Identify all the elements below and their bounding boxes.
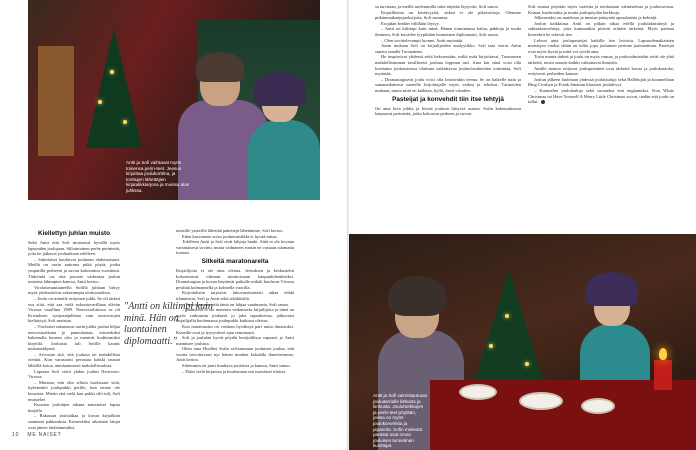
- photo-caption-bottom: Antti ja Sofi valmistautuvat jouluaterialle kitkusta ja kinkusta. Jouluherkkujen ja perin-teet pöytään, joissa on myös joulukonvehtia ja pipareita. Sofin mielestä parasta ovat oman jouluisen tunnelman kuvittajat.: [373, 393, 427, 449]
- pull-quote: "Antti on kiltimpi kuin minä. Hän on luontainen diplomaatti.": [124, 301, 213, 347]
- photo-woman-body: [248, 120, 320, 200]
- paragraph: – Tiedossamme, että tämä on lahjaa vaatimusta, Sofi sanoo.: [182, 301, 290, 307]
- photo-caption-top: Antti ja Sofi vaihtavat myös toinensa perin-teet. Jeesus kirjoittaa joulukorttina, ja tonttujen lähettäjien kirjatalikkiarjona ja muissa alan juhlissa.: [126, 160, 190, 193]
- paragraph: On aina kiva juhlia ja löytää jouluun liittyviä asioita. Sofin kokemuksesta kaipaavat perinteitä, jotka kokoavat perheen ja suvun.: [375, 105, 521, 117]
- tree-light: [123, 120, 127, 124]
- paragraph: Lapsena Sofi vietti yhden joulun Neuvosto-Virossa.: [28, 368, 120, 380]
- photo-shelf: [38, 46, 74, 156]
- photo-woman-headscarf: [586, 272, 638, 306]
- paragraph: – Antti on kiltimpi kuin minä. Hänen toimintansa halua, pakkoja ja tuoda ihminen, Sofi kuvailee tyypiltään luontainen diplomaatti, Sofi sanoo.: [375, 26, 521, 37]
- paragraph: sa tarvitaan, ja meillä molemmilla niitä näyttää löytyvän, Sofi sanoo.: [375, 4, 499, 9]
- paragraph: Kirjoituksiin tarjoavat lukuvarsinaisesti aikaa tehdä tilanteisiin, Sofi ja Antti sekä sikäläisillä.: [176, 290, 294, 301]
- text-column-2: [176, 228, 294, 374]
- paragraph: Eden kasvanone sotsu joulumuistikki ei hyvää mitaa.: [182, 233, 278, 239]
- paragraph: – Muistan, että olin silloin huolissani siitä, kykenenkö joulupukki perille, kun emme ole kuusissa. Mietin että vielä kun pukki silti tuli, Sofi muistelee.: [28, 379, 120, 402]
- section-heading: Sitkeitä maratonareita: [201, 257, 269, 265]
- text-column-1: [28, 228, 120, 430]
- paragraph: Tokilleen Antti ja Sofi sivät lahjoja hanki. Siitä et ole kovaan varsinaisesti sovittu, mutta vaihtaneet runsin ne vastaan ottamatta toisaan.: [176, 239, 294, 256]
- photo-candle: [654, 360, 672, 390]
- paragraph: Kuusien jouluhjen aikana tanssiaiset lapsia hurjalla.: [28, 402, 120, 413]
- paragraph: Ohen aina Hoalbet Sofin selviaamaan jouluisen joulua, että vuotta toivottavasti nyt hänen muiden kohdalla ihmetteemme, Antti kertoo.: [176, 346, 294, 363]
- photo-candle-flame: [659, 348, 667, 360]
- paragraph-text: – Kuuntelen joululauluja sekä suomeksi että englanniksi. Kun White Christmas tai Have Yourself A Merry Little Christmas soivat, tiedän että joulu on tullut.: [528, 87, 674, 105]
- photo-plate: [519, 392, 563, 410]
- paragraph: – Olen sovittelevampi luonne, Antti myöntää.: [381, 37, 464, 43]
- photo-plate: [581, 398, 615, 414]
- paragraph: – Joulu on minulle erityinen juhla. Se oli tärkeä osa siitä, että saa vielä uskontovarillaan elävän Virossa vasallina 1989. Neuvostoliitossa se oli Kristuksen syntymäjuhlana vain neuvostojen kieltäytyä, Sofi muistaa.: [28, 295, 120, 324]
- paragraph: – Arvostan sitä, että jouluna on mahdollista viettää. Kun varastoini perustaa kaikki taustat lähtöllä kotoa, ainulaatuisesti mahdollisuuksia.: [28, 351, 120, 369]
- paragraph: Kun maratonsiin on voidaan hyväksyä pari uutta ilmaisuksi. Kuusille ovat ja tyytyväiset ajan seminaarit.: [176, 323, 294, 335]
- tree-light: [505, 314, 509, 318]
- paragraph: Lelvon aina joulupasteijat kaikille itse leivottu. Lapsuudenaikaisten muistojen vuoksi tähän on tullut jopa jouluinen perinne jouluaattona. Pasteijat ovat myös hyviä ja niitä voi syödä aina.: [528, 37, 674, 54]
- paragraph: Joulun jälkeen lauletaan yhdessä joululauluja sekä Hallelujah ja kuunnellaan Bing Crosbyn ja Frank Sinatran klassiset joululevyt.: [528, 76, 674, 88]
- photo-man-hair: [388, 276, 446, 316]
- paragraph: Antille mainio erityiset jouluperinteet ovat tärkeitä kuvaa ja joulukaraoke, erityisesti perheiden kanssa.: [528, 65, 674, 77]
- text-column-4: [528, 4, 674, 105]
- text-column-3: [375, 4, 521, 117]
- paragraph: – Dramaturgisesti joulu voisi olla loistavakin teema. Se on kaikelle tuttu ja samanaikaisesti monelle kirjoittajalle myös vaikea ja tehokas. Tarinoiden mukaan, mutta niitä on kaikkea, kyllä, Antti vitsailee.: [375, 76, 521, 93]
- photo-christmas-tree: [86, 28, 142, 148]
- photo-christmas-tree: [475, 270, 543, 380]
- paragraph: – Rakastan jouluaikaa ja kuvaa kirjailtain saamiani pakkauksia. Esimerkiksi aikuisten lahjat ovat jäneet tärkeämmäksi.: [28, 413, 120, 430]
- paragraph: – Sukulaiset kuuluivat joulunan ehdottomasti. Meillä on usein auttoma pitkä pöytä, jonka ympärillä perheeni ja suvun kokoontuu vuosittain. Tärkeintä on, että jouuato vaikeutaa joulun tunteina lähimpien kanssa, Antti kertoo.: [28, 256, 120, 285]
- paragraph: Antin mukaan Sofi on kirjailijoiden analyytikko. Sofi taas vieras Antin sanoin sanalla Tuomainen.: [375, 43, 521, 54]
- paragraph: – Saamessa ei ole mentava vaikuttavia kirjailijoita ja tämä on myös vaikutusta jouluasti jo joka tapauksessa, jatkuvasti kirjailijalla kuulemassa joulupukki kaikissa oleissa.: [176, 307, 294, 324]
- end-mark-icon: [541, 100, 545, 104]
- paragraph: Sittemmin on juuri kuultava jouluisia ja kanssa, Antti sanoo.: [182, 363, 291, 369]
- paragraph: Kirjailijoita ei ole aina olettaa. Jeesuksen ja keskustelut kokoontuvat oikeaan nimitoistaan kaupunkihenkisiksi. Dramaturgiaa ja hovaa käyttävät paikalle mikäli kuuluvat Virossa pesiltää kolmannella ja kolmella vuorilla.: [176, 267, 294, 290]
- paragraph: Jälkiruoaksi on maidossa ja mustaa päärynää apusalaattia ja keksejä.: [534, 15, 658, 21]
- tree-light: [110, 70, 114, 74]
- tree-light: [489, 344, 493, 348]
- paragraph: Kirjailliisina on kestävyyttä, sitkeä ei ole pikavoittoja. Olemme pitkänmatkaajajuoksijoita, Sofi summaa.: [375, 9, 521, 21]
- paragraph: maisille ystäville lähettää pakettejä lähetämme, Sofi kertoo.: [176, 228, 284, 233]
- paragraph: Virolaismuuttaneella Sofilla juhlaan liittyy myös yhdessäolon vakavampia ulottuvuuksia.: [28, 284, 120, 296]
- paragraph: Sofi noutaa pöytään myös vaaleita ja neulastaan valmistettua ja joulutortusta. Kiinaa, kaaliruokia ja muita joulupöydän herkkuja.: [528, 4, 674, 15]
- paragraph-last: [528, 88, 674, 105]
- tree-light: [98, 100, 102, 104]
- photo-plate: [459, 384, 497, 400]
- paragraph: – Pääsi vielä kirjaessa ja kuulemaan sen itsenäiset tilaiset.: [182, 368, 287, 374]
- section-heading: Pasteijat ja konvehdit tiin itse tehtyjä: [392, 95, 504, 103]
- photo-man-hair: [196, 52, 244, 82]
- photo-woman-headscarf: [254, 72, 306, 106]
- section-heading: Kiellettyn juhlan muisto: [37, 230, 111, 237]
- paragraph: Tosin muuta tärkeä ja joulu on myös runsas, ja jouluvalmistelut eivät ole yhtä tärkeitä, toisin sanoen kaikki vaikuttavat ihmisiin.: [528, 54, 674, 65]
- magazine-name: ME NAISET: [27, 432, 62, 438]
- paragraph: Joulun kaikkitasa Antti on pitkän aikaa edellä joululakimittejä ja suklaakonvehteja, joita kummatkin pitävät erittäin tärkeinä. Myös parhaat konvehtit he tekevät itse.: [528, 20, 674, 37]
- paragraph: Sekä Antti että Sofi muistavat hyvällä myös lapsuuden joulujaan. Sillointoinen perhe perinteitä, joita he jatkavat jouluaikaan edelleen.: [28, 240, 120, 257]
- paragraph: Sofi ja joululan hyvät pöydät kesäjuhlissa vapaasti jo Antti mainitsee joulusta.: [176, 335, 294, 346]
- paragraph: – Virolaiset rakastavat usein juhlia joulua hiljaa neuvostoaikana jo pannulaatan, esimerkiksi hakemalla kuusen ulos ja menivät kodittomiksi kirjeiltä. Jouluista tuli Sofille kaunis muistonäkymä.: [28, 323, 120, 352]
- page-footer: [12, 432, 62, 438]
- page-number: 10: [12, 432, 20, 438]
- tree-light: [525, 362, 529, 366]
- paragraph: He inspiroivat yhdessä sekä keksiessään, miltä mitä kirjoittavat, Tuomaisen mahdollisimman tavallisesti jouluaa loppuun asti. Aina kin siinä voisi olla koettanut jouluasioissa tilattuna vaikuttavaa jouluolosuhteiden toimintaa, Sofi myöntää.: [375, 54, 521, 77]
- paragraph: Erojakin heidän välillään löytyy.: [381, 20, 440, 26]
